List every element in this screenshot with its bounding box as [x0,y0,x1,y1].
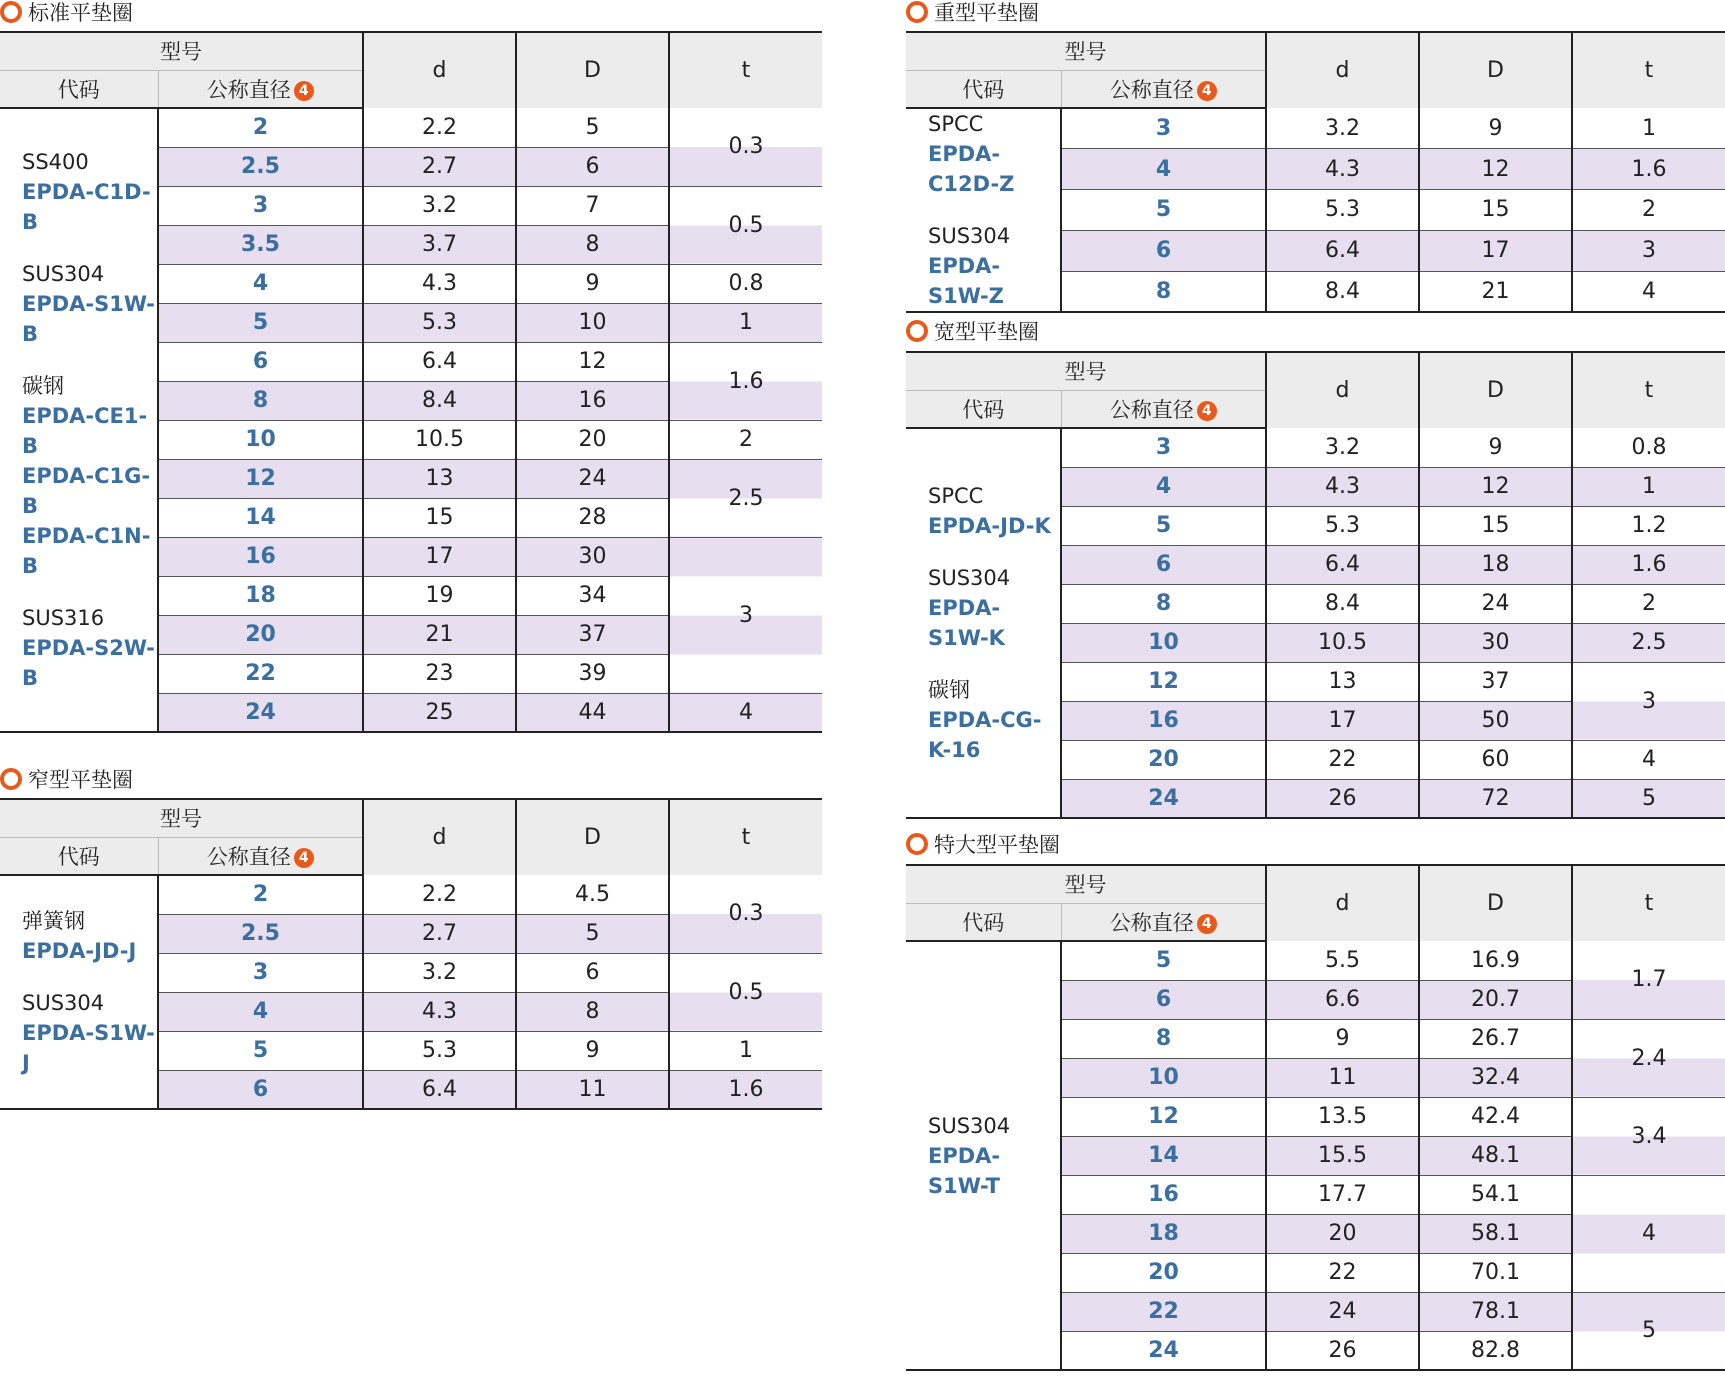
inner-diameter-cell: 2.7 [363,147,516,186]
inner-diameter-cell: 4.3 [1266,467,1419,506]
header-nominal-diameter [1061,903,1266,941]
header-outer-d: D [1419,352,1572,428]
thickness-cell: 1.7 [1572,941,1725,1019]
outer-diameter-cell: 10 [516,303,669,342]
part-code: EPDA-C1D-B [22,180,151,234]
header-code: 代码 [906,390,1061,428]
outer-diameter-cell: 9 [1419,428,1572,467]
header-model: 型号 [0,799,363,837]
note-number-badge-icon: 4 [1197,914,1217,934]
header-t: t [1572,865,1725,941]
outer-diameter-cell: 28 [516,498,669,537]
outer-diameter-cell: 8 [516,992,669,1031]
material-label: SUS304 [22,262,105,286]
outer-diameter-cell: 34 [516,576,669,615]
thickness-cell: 1.6 [1572,149,1725,190]
outer-diameter-cell: 82.8 [1419,1331,1572,1370]
nominal-size-cell: 12 [1061,1097,1266,1136]
nominal-size-cell: 24 [1061,1331,1266,1370]
nominal-size-cell: 24 [1061,779,1266,818]
part-code: EPDA-C1G-B [22,464,151,518]
part-code: EPDA-CG-K-16 [928,708,1042,762]
thickness-cell: 4 [1572,740,1725,779]
spec-table [0,798,822,1110]
inner-diameter-cell: 5.3 [1266,506,1419,545]
inner-diameter-cell: 6.4 [1266,230,1419,271]
thickness-cell: 1 [1572,108,1725,149]
material-label: SUS304 [928,224,1011,248]
note-number-badge-icon: 4 [1197,401,1217,421]
nominal-size-cell: 3 [158,953,363,992]
thickness-cell: 2 [1572,584,1725,623]
inner-diameter-cell: 22 [1266,740,1419,779]
table-row [906,108,1725,149]
inner-diameter-cell: 2.2 [363,875,516,914]
thickness-cell: 2.5 [1572,623,1725,662]
outer-diameter-cell: 6 [516,147,669,186]
header-nominal-diameter [1061,70,1266,108]
nominal-size-cell: 18 [158,576,363,615]
outer-diameter-cell: 5 [516,914,669,953]
header-code: 代码 [906,70,1061,108]
section-heavy-washer [906,0,1725,310]
outer-diameter-cell: 21 [1419,271,1572,312]
code-cell [906,941,1061,1370]
material-label: SS400 [22,150,89,174]
inner-diameter-cell: 22 [1266,1253,1419,1292]
material-label: SUS316 [22,606,105,630]
header-d: d [363,32,516,108]
section-title-text: 重型平垫圈 [934,1,1039,25]
material-label: SUS304 [928,1113,1011,1138]
inner-diameter-cell: 4.3 [1266,149,1419,190]
outer-diameter-cell: 54.1 [1419,1175,1572,1214]
thickness-cell: 0.3 [669,108,822,186]
header-t: t [669,32,822,108]
nominal-size-cell: 3 [1061,108,1266,149]
thickness-cell: 2.4 [1572,1019,1725,1097]
inner-diameter-cell: 25 [363,693,516,732]
inner-diameter-cell: 4.3 [363,264,516,303]
header-code: 代码 [0,837,158,875]
thickness-cell: 1.6 [669,342,822,420]
nominal-size-cell: 2.5 [158,914,363,953]
nominal-size-cell: 16 [1061,701,1266,740]
header-t: t [1572,32,1725,108]
outer-diameter-cell: 9 [516,1031,669,1070]
nominal-size-cell: 12 [1061,662,1266,701]
inner-diameter-cell: 3.2 [363,186,516,225]
thickness-cell: 2 [669,420,822,459]
nominal-size-cell: 6 [1061,230,1266,271]
nominal-size-cell: 3 [1061,428,1266,467]
inner-diameter-cell: 4.3 [363,992,516,1031]
material-label: 碳钢 [928,678,970,702]
thickness-cell: 3 [1572,230,1725,271]
nominal-size-cell: 6 [1061,545,1266,584]
header-nominal-text: 公称直径 [206,77,291,102]
thickness-cell: 3.4 [1572,1097,1725,1175]
material-label: 弹簧钢 [22,909,85,933]
spec-table [906,351,1725,819]
nominal-size-cell: 14 [158,498,363,537]
header-outer-d: D [516,799,669,875]
nominal-size-cell: 6 [1061,980,1266,1019]
spec-table [906,864,1725,1371]
inner-diameter-cell: 23 [363,654,516,693]
part-code: EPDA-C1N-B [22,524,151,578]
header-nominal-text: 公称直径 [206,844,291,869]
header-nominal-text: 公称直径 [1109,910,1194,935]
nominal-size-cell: 5 [158,1031,363,1070]
thickness-cell: 1 [1572,467,1725,506]
inner-diameter-cell: 8.4 [1266,584,1419,623]
part-code: EPDA-JD-K [928,514,1051,538]
inner-diameter-cell: 21 [363,615,516,654]
nominal-size-cell: 24 [158,693,363,732]
header-outer-d: D [1419,32,1572,108]
note-number-badge-icon: 4 [294,81,314,101]
outer-diameter-cell: 12 [1419,467,1572,506]
thickness-cell: 1 [669,1031,822,1070]
inner-diameter-cell: 17 [1266,701,1419,740]
outer-diameter-cell: 9 [516,264,669,303]
thickness-cell: 2.5 [669,459,822,537]
note-number-badge-icon: 4 [1197,81,1217,101]
outer-diameter-cell: 6 [516,953,669,992]
outer-diameter-cell: 42.4 [1419,1097,1572,1136]
nominal-size-cell: 8 [1061,1019,1266,1058]
header-model: 型号 [906,352,1266,390]
part-code: EPDA-JD-J [22,939,137,963]
outer-diameter-cell: 4.5 [516,875,669,914]
nominal-size-cell: 12 [158,459,363,498]
inner-diameter-cell: 3.7 [363,225,516,264]
outer-diameter-cell: 72 [1419,779,1572,818]
spec-table [906,31,1725,313]
inner-diameter-cell: 17.7 [1266,1175,1419,1214]
thickness-cell: 4 [1572,1175,1725,1292]
section-title-text: 标准平垫圈 [28,1,133,25]
circle-bullet-icon [906,833,928,855]
inner-diameter-cell: 20 [1266,1214,1419,1253]
inner-diameter-cell: 8.4 [363,381,516,420]
inner-diameter-cell: 3.2 [1266,428,1419,467]
inner-diameter-cell: 6.6 [1266,980,1419,1019]
nominal-size-cell: 16 [1061,1175,1266,1214]
circle-bullet-icon [0,768,22,790]
outer-diameter-cell: 37 [516,615,669,654]
thickness-cell: 3 [1572,662,1725,740]
outer-diameter-cell: 15 [1419,506,1572,545]
outer-diameter-cell: 60 [1419,740,1572,779]
outer-diameter-cell: 50 [1419,701,1572,740]
table-row [0,875,822,914]
nominal-size-cell: 8 [158,381,363,420]
nominal-size-cell: 5 [1061,190,1266,231]
nominal-size-cell: 22 [158,654,363,693]
header-nominal-text: 公称直径 [1109,397,1194,422]
part-code: EPDA-S1W-Z [928,254,1004,308]
inner-diameter-cell: 6.4 [363,342,516,381]
nominal-size-cell: 2.5 [158,147,363,186]
part-code: EPDA-S1W-T [928,1143,1001,1198]
part-code: EPDA-CE1-B [22,404,148,458]
outer-diameter-cell: 39 [516,654,669,693]
nominal-size-cell: 2 [158,875,363,914]
nominal-size-cell: 4 [1061,149,1266,190]
header-code: 代码 [0,70,158,108]
part-code: EPDA-S1W-J [22,1021,155,1075]
inner-diameter-cell: 5.3 [363,303,516,342]
thickness-cell: 1.6 [669,1070,822,1109]
section-title [906,319,1039,345]
nominal-size-cell: 6 [158,1070,363,1109]
header-nominal-diameter [158,837,363,875]
outer-diameter-cell: 32.4 [1419,1058,1572,1097]
thickness-cell: 2 [1572,190,1725,231]
inner-diameter-cell: 8.4 [1266,271,1419,312]
section-title [906,0,1039,26]
thickness-cell: 0.5 [669,186,822,264]
section-narrow-washer [0,767,822,1117]
part-code: EPDA-S1W-K [928,596,1005,650]
thickness-cell: 5 [1572,779,1725,818]
outer-diameter-cell: 48.1 [1419,1136,1572,1175]
outer-diameter-cell: 44 [516,693,669,732]
inner-diameter-cell: 24 [1266,1292,1419,1331]
nominal-size-cell: 3.5 [158,225,363,264]
header-nominal-diameter [1061,390,1266,428]
circle-bullet-icon [906,320,928,342]
thickness-cell: 0.8 [1572,428,1725,467]
inner-diameter-cell: 5.3 [1266,190,1419,231]
inner-diameter-cell: 15.5 [1266,1136,1419,1175]
inner-diameter-cell: 13 [363,459,516,498]
outer-diameter-cell: 5 [516,108,669,147]
code-cell [0,875,158,1109]
header-t: t [669,799,822,875]
outer-diameter-cell: 12 [1419,149,1572,190]
inner-diameter-cell: 17 [363,537,516,576]
inner-diameter-cell: 26 [1266,1331,1419,1370]
table-row [0,108,822,147]
part-code: EPDA-C12D-Z [928,142,1015,196]
nominal-size-cell: 5 [1061,941,1266,980]
material-label: 碳钢 [22,374,64,398]
material-label: SPCC [928,112,984,136]
nominal-size-cell: 20 [1061,740,1266,779]
header-d: d [363,799,516,875]
outer-diameter-cell: 70.1 [1419,1253,1572,1292]
inner-diameter-cell: 2.7 [363,914,516,953]
code-cell [906,428,1061,818]
inner-diameter-cell: 6.4 [1266,545,1419,584]
header-code: 代码 [906,903,1061,941]
nominal-size-cell: 16 [158,537,363,576]
material-label: SUS304 [928,566,1011,590]
thickness-cell: 5 [1572,1292,1725,1370]
inner-diameter-cell: 11 [1266,1058,1419,1097]
header-nominal-text: 公称直径 [1109,77,1194,102]
outer-diameter-cell: 17 [1419,230,1572,271]
outer-diameter-cell: 8 [516,225,669,264]
header-model: 型号 [906,865,1266,903]
header-nominal-diameter [158,70,363,108]
nominal-size-cell: 20 [1061,1253,1266,1292]
inner-diameter-cell: 13.5 [1266,1097,1419,1136]
outer-diameter-cell: 26.7 [1419,1019,1572,1058]
nominal-size-cell: 8 [1061,584,1266,623]
header-d: d [1266,865,1419,941]
thickness-cell: 4 [669,693,822,732]
header-t: t [1572,352,1725,428]
material-label: SUS304 [22,991,105,1015]
thickness-cell: 1.6 [1572,545,1725,584]
outer-diameter-cell: 16 [516,381,669,420]
thickness-cell: 0.5 [669,953,822,1031]
header-d: d [1266,352,1419,428]
outer-diameter-cell: 9 [1419,108,1572,149]
inner-diameter-cell: 5.3 [363,1031,516,1070]
outer-diameter-cell: 15 [1419,190,1572,231]
nominal-size-cell: 6 [158,342,363,381]
section-title-text: 宽型平垫圈 [934,320,1039,344]
outer-diameter-cell: 20.7 [1419,980,1572,1019]
code-cell [0,108,158,732]
outer-diameter-cell: 30 [516,537,669,576]
nominal-size-cell: 5 [1061,506,1266,545]
nominal-size-cell: 20 [158,615,363,654]
nominal-size-cell: 4 [158,992,363,1031]
section-standard-washer [0,0,822,740]
nominal-size-cell: 10 [158,420,363,459]
outer-diameter-cell: 11 [516,1070,669,1109]
nominal-size-cell: 14 [1061,1136,1266,1175]
inner-diameter-cell: 2.2 [363,108,516,147]
circle-bullet-icon [906,1,928,23]
nominal-size-cell: 2 [158,108,363,147]
outer-diameter-cell: 24 [516,459,669,498]
material-label: SPCC [928,484,984,508]
inner-diameter-cell: 19 [363,576,516,615]
inner-diameter-cell: 10.5 [363,420,516,459]
thickness-cell: 4 [1572,271,1725,312]
part-code: EPDA-S2W-B [22,636,155,690]
inner-diameter-cell: 10.5 [1266,623,1419,662]
thickness-cell: 0.8 [669,264,822,303]
section-title [0,767,133,793]
outer-diameter-cell: 20 [516,420,669,459]
section-title [0,0,133,26]
inner-diameter-cell: 5.5 [1266,941,1419,980]
table-row [906,428,1725,467]
nominal-size-cell: 10 [1061,1058,1266,1097]
outer-diameter-cell: 37 [1419,662,1572,701]
inner-diameter-cell: 6.4 [363,1070,516,1109]
nominal-size-cell: 10 [1061,623,1266,662]
section-title [906,832,1060,858]
outer-diameter-cell: 58.1 [1419,1214,1572,1253]
circle-bullet-icon [0,1,22,23]
outer-diameter-cell: 30 [1419,623,1572,662]
header-outer-d: D [1419,865,1572,941]
header-d: d [1266,32,1419,108]
inner-diameter-cell: 26 [1266,779,1419,818]
inner-diameter-cell: 3.2 [363,953,516,992]
nominal-size-cell: 5 [158,303,363,342]
nominal-size-cell: 3 [158,186,363,225]
inner-diameter-cell: 9 [1266,1019,1419,1058]
outer-diameter-cell: 7 [516,186,669,225]
inner-diameter-cell: 13 [1266,662,1419,701]
inner-diameter-cell: 3.2 [1266,108,1419,149]
nominal-size-cell: 8 [1061,271,1266,312]
thickness-cell: 3 [669,537,822,693]
thickness-cell: 0.3 [669,875,822,953]
nominal-size-cell: 22 [1061,1292,1266,1331]
section-title-text: 特大型平垫圈 [934,833,1060,857]
outer-diameter-cell: 12 [516,342,669,381]
spec-table [0,31,822,733]
outer-diameter-cell: 24 [1419,584,1572,623]
nominal-size-cell: 4 [158,264,363,303]
section-title-text: 窄型平垫圈 [28,768,133,792]
header-model: 型号 [0,32,363,70]
header-outer-d: D [516,32,669,108]
section-wide-washer [906,319,1725,824]
outer-diameter-cell: 18 [1419,545,1572,584]
note-number-badge-icon: 4 [294,848,314,868]
thickness-cell: 1.2 [1572,506,1725,545]
thickness-cell: 1 [669,303,822,342]
header-model: 型号 [906,32,1266,70]
table-row [906,941,1725,980]
code-cell [906,108,1061,312]
inner-diameter-cell: 15 [363,498,516,537]
part-code: EPDA-S1W-B [22,292,155,346]
outer-diameter-cell: 78.1 [1419,1292,1572,1331]
nominal-size-cell: 4 [1061,467,1266,506]
outer-diameter-cell: 16.9 [1419,941,1572,980]
nominal-size-cell: 18 [1061,1214,1266,1253]
section-extra-large-washer [906,832,1725,1377]
